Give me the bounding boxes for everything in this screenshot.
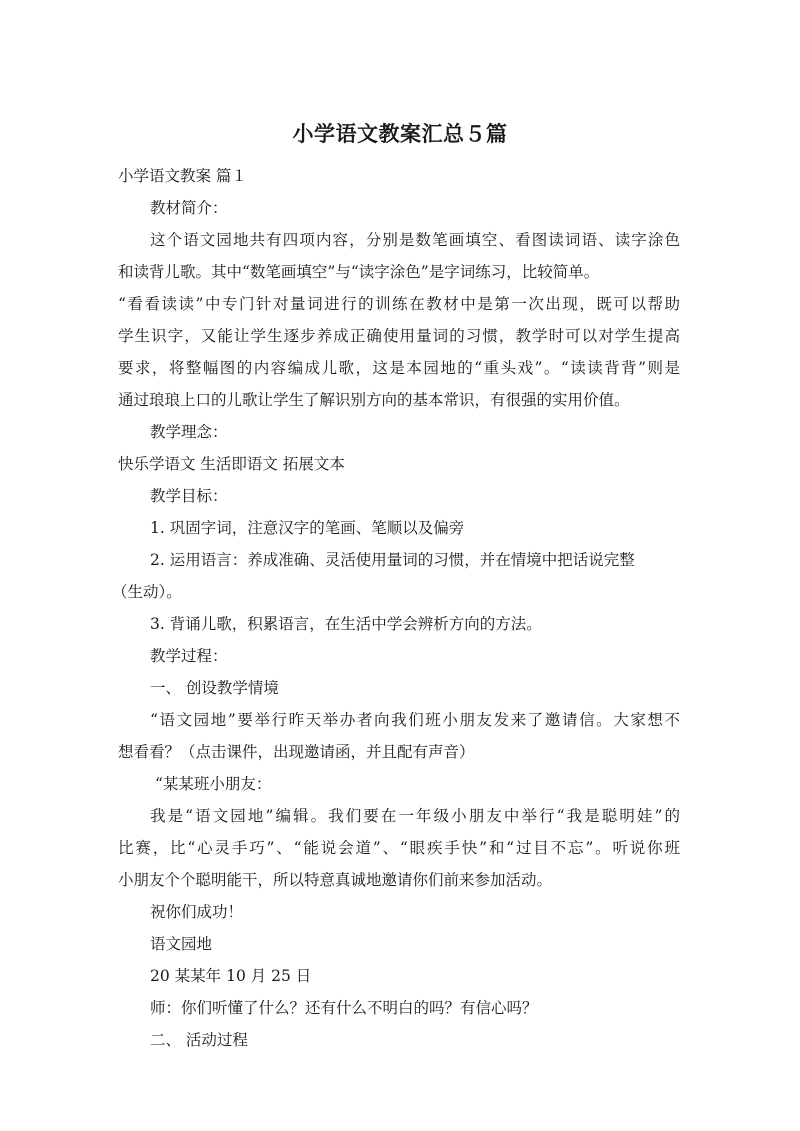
- list-item: 3. 背诵儿歌，积累语言，在生活中学会辨析方向的方法。: [150, 615, 542, 633]
- paragraph-line: 20 某某年 10 月 25 日: [150, 967, 312, 985]
- paragraph-line: 语文园地: [150, 935, 213, 953]
- paragraph-line: “看看读读”中专门针对量词进行的训练在教材中是第一次出现，既可以帮助: [118, 295, 680, 313]
- paragraph-line: 祝你们成功！: [150, 903, 244, 921]
- paragraph-line: （生动）。: [112, 583, 182, 601]
- paragraph-line: 教学理念：: [150, 423, 228, 441]
- paragraph-line: 小朋友个个聪明能干，所以特意真诚地邀请你们前来参加活动。: [118, 871, 553, 889]
- paragraph-line: 我是“语文园地”编辑。我们要在一年级小朋友中举行“我是聪明娃”的: [150, 807, 680, 825]
- paragraph-line: 学生识字，又能让学生逐步养成正确使用量词的习惯，教学时可以对学生提高: [118, 327, 680, 345]
- paragraph-line: 教学目标：: [150, 487, 228, 505]
- paragraph-line: 要求，将整幅图的内容编成儿歌，这是本园地的“重头戏”。“读读背背”则是: [118, 359, 680, 377]
- paragraph-line: 想看看？（点击课件，出现邀请函，并且配有声音）: [118, 743, 475, 761]
- paragraph-line: 快乐学语文 生活即语文 拓展文本: [118, 455, 345, 473]
- section-heading: 一、 创设教学情境: [150, 679, 279, 697]
- paragraph-line: 和读背儿歌。其中“数笔画填空”与“读字涂色”是字词练习，比较简单。: [118, 263, 600, 281]
- list-item: 1. 巩固字词，注意汉字的笔画、笔顺以及偏旁: [150, 519, 465, 537]
- paragraph-line: 师：你们听懂了什么？还有什么不明白的吗？有信心吗？: [150, 999, 538, 1017]
- document-title: 小学语文教案汇总５篇: [292, 122, 508, 146]
- list-item: 2. 运用语言：养成准确、灵活使用量词的习惯，并在情境中把话说完整: [150, 551, 635, 569]
- paragraph-line: 比赛，比“心灵手巧”、“能说会道”、“眼疾手快”和“过目不忘”。听说你班: [118, 839, 680, 857]
- paragraph-line: 这个语文园地共有四项内容，分别是数笔画填空、看图读词语、读字涂色: [150, 231, 680, 249]
- paragraph-line: 通过琅琅上口的儿歌让学生了解识别方向的基本常识，有很强的实用价值。: [118, 391, 630, 409]
- section-heading: 小学语文教案 篇１: [118, 167, 247, 185]
- paragraph-line: “语文园地”要举行昨天举办者向我们班小朋友发来了邀请信。大家想不: [150, 711, 680, 729]
- paragraph-line: 教学过程：: [150, 647, 228, 665]
- section-heading: 二、 活动过程: [150, 1031, 248, 1049]
- paragraph-line: 教材简介：: [150, 199, 228, 217]
- paragraph-line: “某某班小朋友：: [155, 775, 272, 793]
